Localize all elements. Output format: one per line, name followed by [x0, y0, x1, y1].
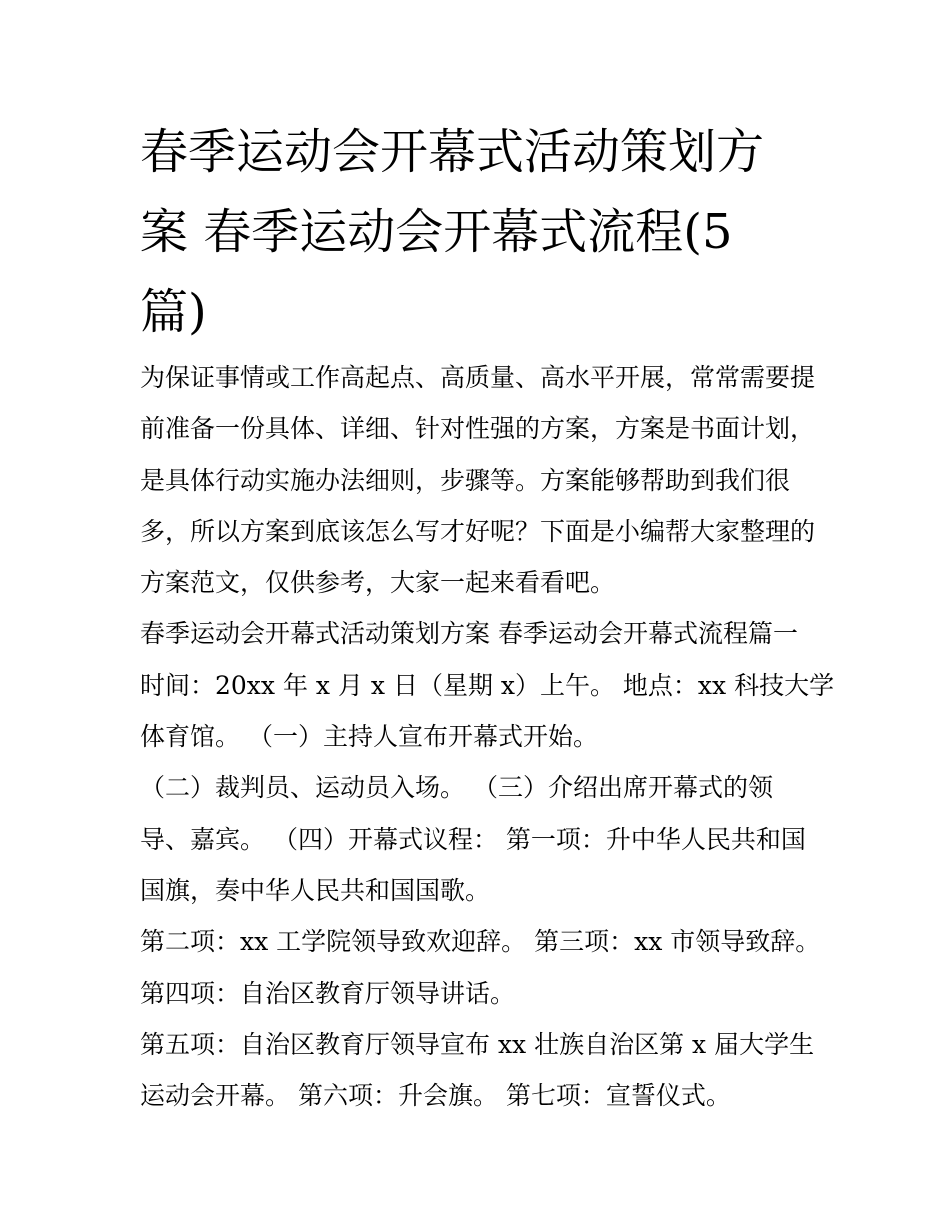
body-line: 多，所以方案到底该怎么写才好呢？下面是小编帮大家整理的: [140, 516, 816, 546]
body-line: 运动会开幕。 第六项：升会旗。 第七项：宣誓仪式。: [140, 1081, 731, 1111]
title-line: 春季运动会开幕式活动策划方: [140, 124, 765, 180]
body-line: 是具体行动实施办法细则，步骤等。方案能够帮助到我们很: [140, 465, 791, 495]
body-line: 国旗，奏中华人民共和国国歌。: [140, 875, 491, 905]
document-body: [140, 352, 835, 1121]
body-line: 第五项：自治区教育厅领导宣布 xx 壮族自治区第 x 届大学生: [140, 1029, 815, 1059]
body-line: 春季运动会开幕式活动策划方案 春季运动会开幕式流程篇一: [140, 619, 798, 649]
document-title: [140, 112, 820, 352]
body-line: 前准备一份具体、详细、针对性强的方案，方案是书面计划，: [140, 414, 816, 444]
body-line: 体育馆。 （一）主持人宣布开幕式开始。: [140, 722, 598, 752]
title-line: 案 春季运动会开幕式流程(5: [140, 204, 733, 260]
body-line: 第四项：自治区教育厅领导讲话。: [140, 978, 516, 1008]
body-line: 时间：20xx 年 x 月 x 日（星期 x）上午。 地点：xx 科技大学: [140, 670, 835, 700]
body-line: 第二项：xx 工学院领导致欢迎辞。 第三项：xx 市领导致辞。: [140, 927, 821, 957]
body-line: 为保证事情或工作高起点、高质量、高水平开展，常常需要提: [140, 363, 816, 392]
body-line: 导、嘉宾。 （四）开幕式议程： 第一项：升中华人民共和国: [140, 824, 806, 854]
body-line: （二）裁判员、运动员入场。 （三）介绍出席开幕式的领: [140, 773, 773, 803]
title-line: 篇): [140, 284, 207, 340]
body-line: 方案范文，仅供参考，大家一起来看看吧。: [140, 568, 616, 598]
